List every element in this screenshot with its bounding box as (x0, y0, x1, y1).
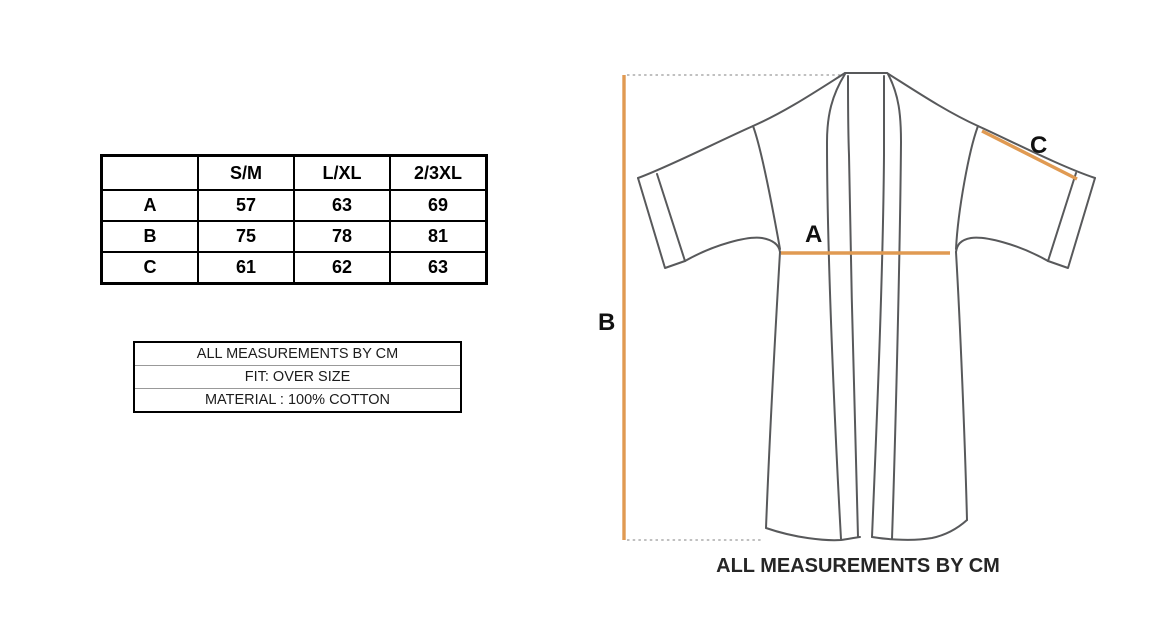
right-sleeve-under-edge (956, 238, 1048, 261)
cell-a-lxl: 63 (294, 190, 390, 221)
cell-b-23xl: 81 (390, 221, 487, 252)
info-material: MATERIAL : 100% COTTON (135, 388, 460, 411)
right-armhole-seam (956, 126, 978, 249)
header-23xl: 2/3XL (390, 156, 487, 191)
header-lxl: L/XL (294, 156, 390, 191)
left-cuff-seam (657, 174, 685, 261)
cell-c-lxl: 62 (294, 252, 390, 284)
info-measurement-unit: ALL MEASUREMENTS BY CM (196, 346, 399, 362)
right-front-opening-edge (872, 76, 884, 537)
label-c: C (1030, 132, 1048, 159)
right-cuff-seam (1048, 173, 1076, 261)
left-sleeve-under-edge (685, 238, 780, 261)
header-sm: S/M (198, 156, 294, 191)
label-a: A (805, 221, 823, 248)
left-hem-curve (766, 528, 860, 540)
left-cuff-outer-edge (638, 178, 685, 268)
left-collar-band-seam (827, 74, 845, 539)
cell-a-23xl: 69 (390, 190, 487, 221)
cell-c-23xl: 63 (390, 252, 487, 284)
cell-c-sm: 61 (198, 252, 294, 284)
label-b: B (598, 309, 616, 336)
cell-b-lxl: 78 (294, 221, 390, 252)
row-label-a: A (102, 190, 199, 221)
right-sleeve-top-edge (887, 73, 1095, 178)
cell-a-sm: 57 (198, 190, 294, 221)
right-collar-band-seam (888, 74, 901, 539)
left-body-side-edge (766, 252, 780, 528)
row-label-c: C (102, 252, 199, 284)
right-hem-curve (872, 520, 967, 540)
left-armhole-seam (753, 126, 780, 249)
cell-b-sm: 75 (198, 221, 294, 252)
info-fit: FIT: OVER SIZE (135, 365, 460, 388)
left-front-opening-edge (848, 76, 858, 537)
left-sleeve-top-edge (638, 73, 845, 178)
diagram-caption: ALL MEASUREMENTS BY CM (716, 555, 1000, 577)
row-label-b: B (102, 221, 199, 252)
right-body-side-edge (956, 252, 967, 520)
garment-outline (638, 73, 1095, 540)
right-cuff-outer-edge (1048, 178, 1095, 268)
